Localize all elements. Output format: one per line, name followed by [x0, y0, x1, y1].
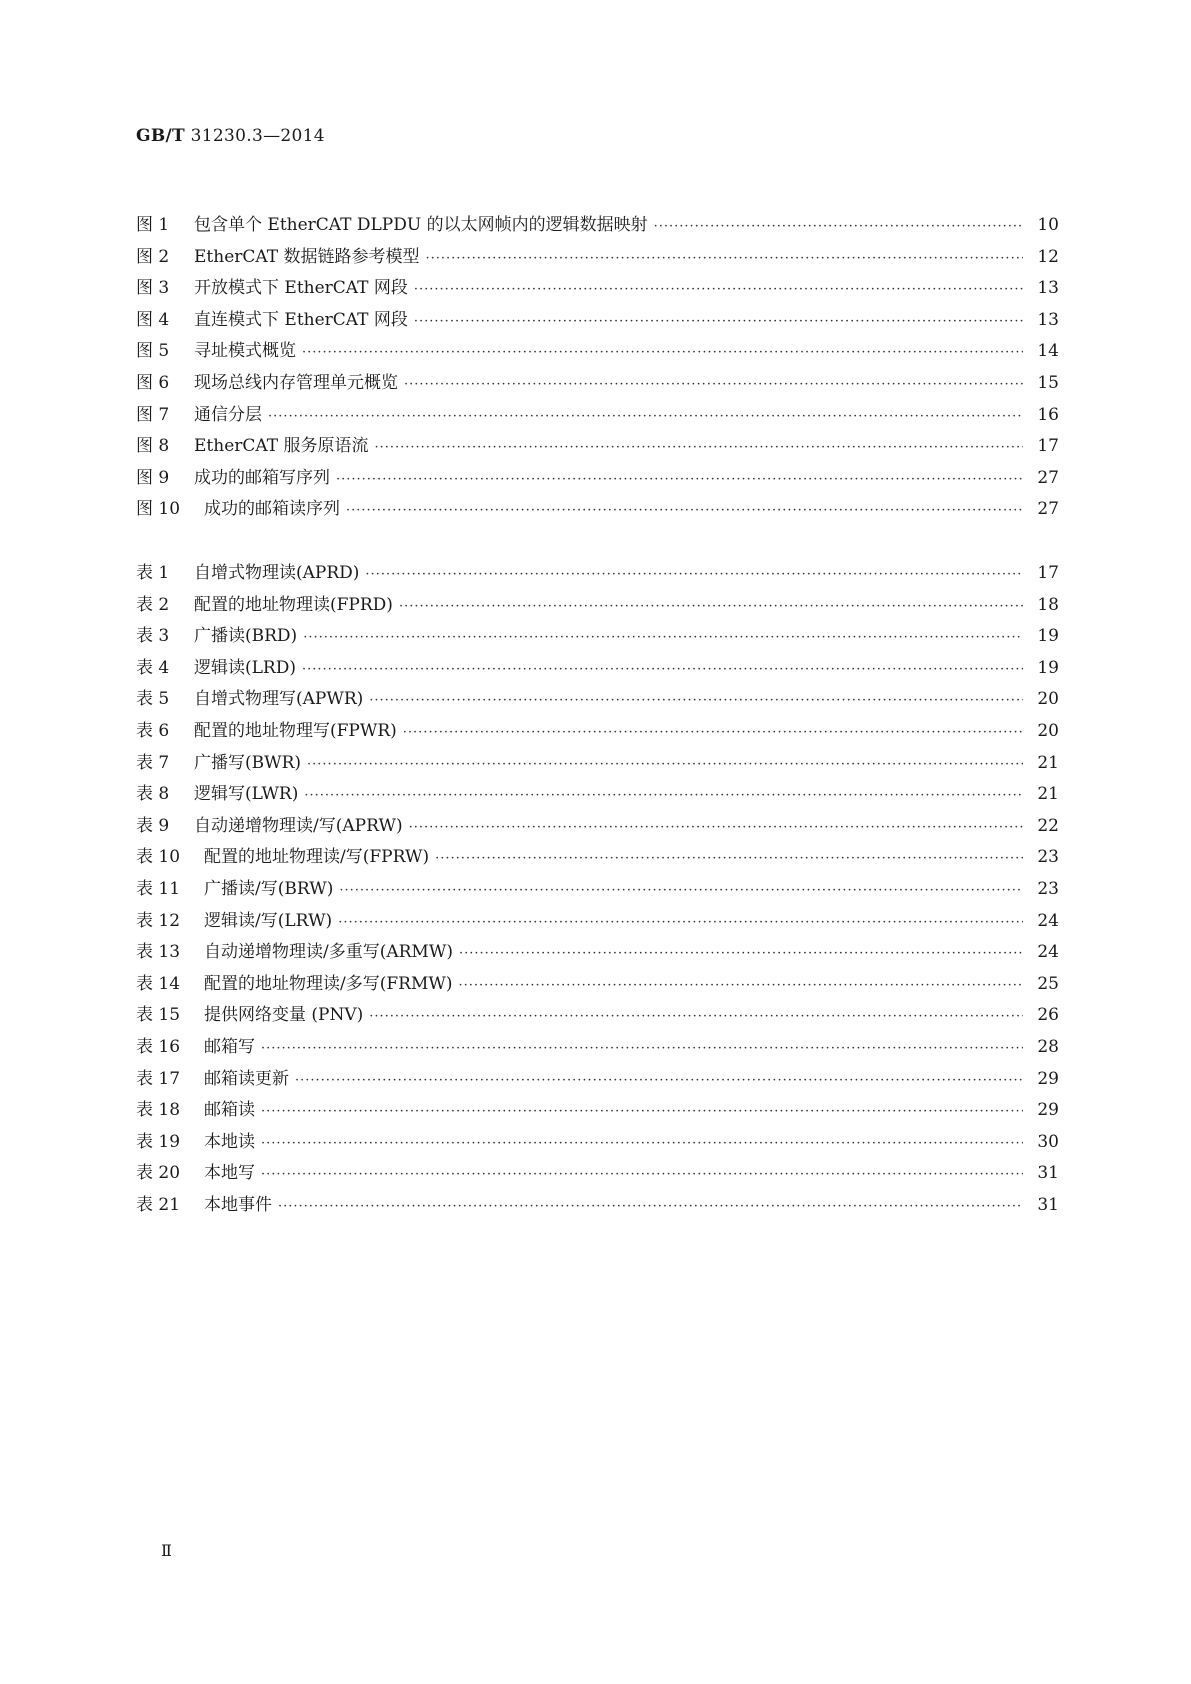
entry-title: 成功的邮箱读序列 — [204, 499, 340, 520]
entry-page: 21 — [1037, 752, 1059, 773]
entry-page: 17 — [1037, 436, 1059, 457]
entry-number: 表 15 — [136, 1005, 181, 1026]
entry-title: 自动递增物理读/写(APRW) — [194, 815, 403, 836]
entry-number: 表 7 — [136, 752, 170, 773]
entry-number: 图 8 — [136, 436, 170, 457]
entry-page: 26 — [1037, 1005, 1059, 1026]
dot-leader — [414, 282, 1023, 297]
dot-leader — [425, 251, 1023, 266]
entry-title: 成功的邮箱写序列 — [194, 467, 330, 488]
figure-list — [136, 210, 1059, 526]
toc-entry[interactable] — [136, 621, 1059, 653]
entry-title: 广播读(BRD) — [194, 626, 298, 647]
toc-entry[interactable] — [136, 1127, 1059, 1159]
entry-page: 31 — [1037, 1194, 1059, 1215]
entry-title: 现场总线内存管理单元概览 — [194, 372, 398, 393]
dot-leader — [403, 725, 1023, 740]
entry-number: 表 19 — [136, 1131, 181, 1152]
entry-page: 29 — [1037, 1100, 1059, 1121]
entry-page: 28 — [1037, 1036, 1059, 1057]
dot-leader — [261, 1136, 1023, 1151]
entry-page: 14 — [1037, 341, 1059, 362]
dot-leader — [404, 377, 1023, 392]
entry-page: 10 — [1037, 215, 1059, 235]
entry-number: 表 16 — [136, 1036, 181, 1057]
toc-entry[interactable] — [136, 590, 1059, 622]
toc-entry[interactable] — [136, 558, 1059, 590]
dot-leader — [304, 788, 1023, 803]
toc-entry[interactable] — [136, 684, 1059, 716]
entry-number: 表 3 — [136, 626, 170, 647]
toc-entry[interactable] — [136, 431, 1059, 463]
toc-entry[interactable] — [136, 874, 1059, 906]
entry-number: 表 5 — [136, 689, 170, 710]
entry-title: 广播读/写(BRW) — [204, 878, 334, 899]
dot-leader — [369, 693, 1023, 708]
toc-entry[interactable] — [136, 242, 1059, 274]
toc-entry[interactable] — [136, 906, 1059, 938]
toc-entry[interactable] — [136, 305, 1059, 337]
entry-title: 通信分层 — [194, 404, 262, 425]
toc-entry[interactable] — [136, 811, 1059, 843]
entry-title: 邮箱写 — [204, 1036, 255, 1057]
entry-number: 表 20 — [136, 1163, 181, 1184]
toc-entry[interactable] — [136, 273, 1059, 305]
entry-title: 邮箱读 — [204, 1100, 255, 1121]
entry-page: 30 — [1037, 1131, 1059, 1152]
entry-page: 18 — [1037, 594, 1059, 615]
entry-title: 本地事件 — [204, 1194, 272, 1215]
entry-number: 图 5 — [136, 341, 170, 362]
toc-entry[interactable] — [136, 336, 1059, 368]
entry-number: 表 12 — [136, 910, 181, 931]
entry-page: 15 — [1037, 372, 1059, 393]
dot-leader — [261, 1104, 1023, 1119]
entry-title: 配置的地址物理读/写(FPRW) — [204, 847, 430, 868]
entry-title: 配置的地址物理读(FPRD) — [194, 594, 393, 615]
entry-page: 24 — [1037, 942, 1059, 963]
entry-number: 表 17 — [136, 1068, 181, 1089]
table-list — [136, 558, 1059, 1221]
page-number: Ⅱ — [161, 1541, 172, 1560]
entry-page: 27 — [1037, 467, 1059, 488]
dot-leader — [295, 1073, 1023, 1088]
dot-leader — [459, 946, 1023, 961]
entry-number: 表 1 — [136, 563, 170, 583]
entry-number: 表 14 — [136, 973, 181, 994]
entry-title: 逻辑读(LRD) — [194, 657, 296, 678]
entry-page: 22 — [1037, 815, 1059, 836]
entry-title: 逻辑写(LWR) — [194, 784, 299, 805]
entry-page: 20 — [1037, 720, 1059, 741]
dot-leader — [336, 472, 1023, 487]
dot-leader — [374, 440, 1023, 455]
entry-page: 19 — [1037, 657, 1059, 678]
dot-leader — [307, 757, 1023, 772]
toc-entry[interactable] — [136, 969, 1059, 1001]
entry-title: 寻址模式概览 — [194, 341, 296, 362]
toc-entry[interactable] — [136, 463, 1059, 495]
dot-leader — [302, 345, 1023, 360]
standard-prefix: GB/T — [136, 126, 185, 146]
entry-title: 开放模式下 EtherCAT 网段 — [194, 278, 408, 299]
entry-number: 表 21 — [136, 1194, 181, 1215]
entry-title: 包含单个 EtherCAT DLPDU 的以太网帧内的逻辑数据映射 — [194, 215, 648, 235]
entry-number: 图 9 — [136, 467, 170, 488]
dot-leader — [303, 630, 1023, 645]
entry-page: 16 — [1037, 404, 1059, 425]
toc-entry[interactable] — [136, 494, 1059, 526]
dot-leader — [261, 1167, 1023, 1182]
dot-leader — [369, 1009, 1023, 1024]
entry-title: 直连模式下 EtherCAT 网段 — [194, 309, 408, 330]
dot-leader — [458, 978, 1023, 993]
entry-number: 图 3 — [136, 278, 170, 299]
toc-entry[interactable] — [136, 210, 1059, 242]
standard-number: 31230.3—2014 — [190, 126, 325, 146]
entry-number: 图 1 — [136, 215, 170, 235]
dot-leader — [339, 883, 1023, 898]
entry-title: 自增式物理读(APRD) — [194, 563, 360, 583]
entry-number: 图 4 — [136, 309, 170, 330]
entry-page: 21 — [1037, 784, 1059, 805]
entry-page: 25 — [1037, 973, 1059, 994]
entry-title: 本地写 — [204, 1163, 255, 1184]
dot-leader — [338, 915, 1023, 930]
dot-leader — [399, 599, 1023, 614]
entry-title: 广播写(BWR) — [194, 752, 302, 773]
toc-entry[interactable] — [136, 1095, 1059, 1127]
entry-page: 19 — [1037, 626, 1059, 647]
toc-entry[interactable] — [136, 779, 1059, 811]
dot-leader — [268, 409, 1023, 424]
entry-page: 24 — [1037, 910, 1059, 931]
entry-page: 13 — [1037, 309, 1059, 330]
entry-page: 13 — [1037, 278, 1059, 299]
toc-entry[interactable] — [136, 716, 1059, 748]
entry-page: 20 — [1037, 689, 1059, 710]
toc-entry[interactable] — [136, 842, 1059, 874]
entry-number: 表 6 — [136, 720, 170, 741]
toc-entry[interactable] — [136, 653, 1059, 685]
dot-leader — [654, 219, 1023, 234]
document-header — [136, 126, 325, 146]
entry-page: 27 — [1037, 499, 1059, 520]
entry-number: 图 7 — [136, 404, 170, 425]
entry-number: 表 9 — [136, 815, 170, 836]
entry-title: 自增式物理写(APWR) — [194, 689, 364, 710]
entry-number: 表 2 — [136, 594, 170, 615]
entry-title: 本地读 — [204, 1131, 255, 1152]
dot-leader — [302, 662, 1023, 677]
toc-entry[interactable] — [136, 937, 1059, 969]
dot-leader — [414, 314, 1023, 329]
toc-entry[interactable] — [136, 1032, 1059, 1064]
toc-entry[interactable] — [136, 1158, 1059, 1190]
entry-page: 31 — [1037, 1163, 1059, 1184]
entry-title: EtherCAT 服务原语流 — [194, 436, 369, 457]
entry-page: 23 — [1037, 847, 1059, 868]
entry-number: 表 4 — [136, 657, 170, 678]
entry-title: 逻辑读/写(LRW) — [204, 910, 333, 931]
dot-leader — [278, 1199, 1023, 1214]
entry-page: 12 — [1037, 246, 1059, 267]
entry-page: 17 — [1037, 563, 1059, 583]
entry-number: 图 6 — [136, 372, 170, 393]
toc-entry[interactable] — [136, 368, 1059, 400]
dot-leader — [409, 820, 1023, 835]
toc-entry[interactable] — [136, 1000, 1059, 1032]
entry-title: 提供网络变量 (PNV) — [204, 1005, 364, 1026]
entry-page: 23 — [1037, 878, 1059, 899]
entry-number: 图 10 — [136, 499, 181, 520]
toc-entry[interactable] — [136, 1064, 1059, 1096]
dot-leader — [435, 851, 1023, 866]
entry-title: 配置的地址物理写(FPWR) — [194, 720, 397, 741]
entry-title: 邮箱读更新 — [204, 1068, 289, 1089]
toc-entry[interactable] — [136, 400, 1059, 432]
entry-page: 29 — [1037, 1068, 1059, 1089]
entry-title: EtherCAT 数据链路参考模型 — [194, 246, 420, 267]
entry-title: 自动递增物理读/多重写(ARMW) — [204, 942, 453, 963]
entry-number: 表 13 — [136, 942, 181, 963]
entry-number: 图 2 — [136, 246, 170, 267]
dot-leader — [365, 567, 1023, 582]
entry-number: 表 10 — [136, 847, 181, 868]
entry-title: 配置的地址物理读/多写(FRMW) — [204, 973, 453, 994]
entry-number: 表 11 — [136, 878, 181, 899]
dot-leader — [346, 503, 1023, 518]
toc-entry[interactable] — [136, 1190, 1059, 1222]
toc-entry[interactable] — [136, 748, 1059, 780]
entry-number: 表 8 — [136, 784, 170, 805]
entry-number: 表 18 — [136, 1100, 181, 1121]
dot-leader — [261, 1041, 1023, 1056]
